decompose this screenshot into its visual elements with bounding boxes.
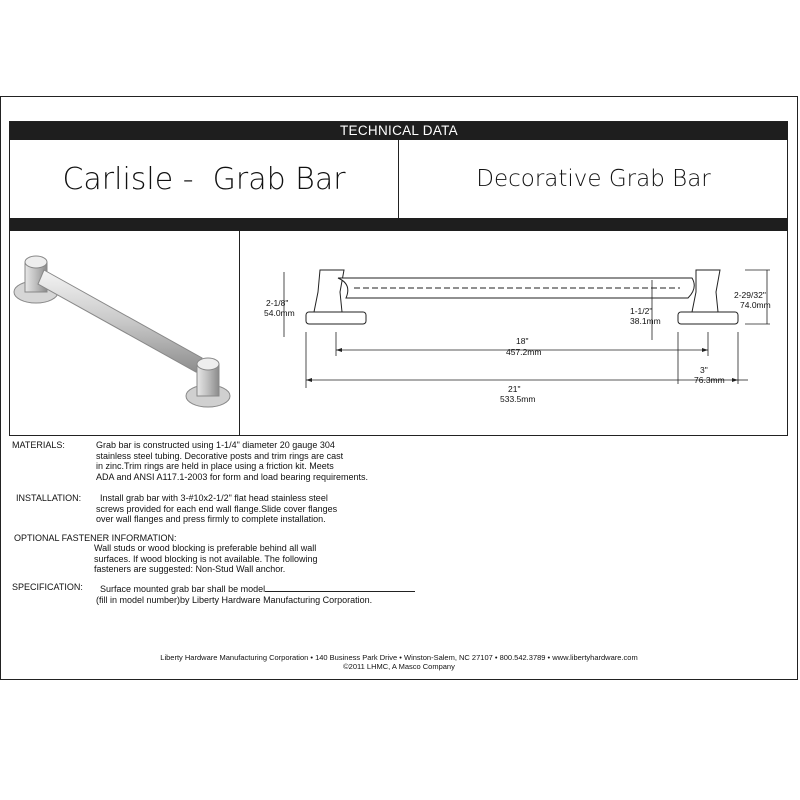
technical-data-banner: TECHNICAL DATA — [10, 122, 788, 140]
installation-label: INSTALLATION: — [16, 493, 82, 503]
installation-line: Install grab bar with 3-#10x2-1/2" flat head stainless steel — [100, 493, 328, 503]
overall-length-mm-label: 533.5mm — [500, 394, 536, 404]
flange-height-mm-label: 54.0mm — [264, 308, 295, 318]
fastener-line: fasteners are suggested: Non-Stud Wall anchor. — [94, 564, 286, 574]
bar-diameter-mm-label: 38.1mm — [630, 316, 661, 326]
installation-text — [96, 493, 426, 525]
flange-width-mm-label: 76.3mm — [694, 375, 725, 385]
flange-width-label: 3" — [700, 365, 708, 375]
specification-label: SPECIFICATION: — [12, 582, 83, 592]
installation-line: screws provided for each end wall flange.Slide cover flanges — [96, 503, 338, 514]
center-length-mm-label: 457.2mm — [506, 347, 542, 357]
specification-text — [96, 582, 440, 605]
bar-diameter-label: 1-1/2" — [630, 306, 653, 316]
fastener-line: Wall studs or wood blocking is preferable behind all wall — [94, 543, 317, 553]
specification-line: (fill in model number)by Liberty Hardware Manufacturing Corporation. — [96, 594, 373, 605]
installation-line: over wall flanges and press firmly to complete installation. — [96, 514, 326, 524]
product-name: Carlisle - Grab Bar — [10, 140, 399, 218]
grab-bar-photo — [12, 240, 234, 420]
fastener-label: OPTIONAL FASTENER INFORMATION: — [14, 533, 177, 543]
flange-height-label: 2-1/8" — [266, 298, 289, 308]
model-number-blank — [265, 582, 415, 592]
post-height-label: 2-29/32" — [734, 290, 766, 300]
overall-length-label: 21" — [508, 384, 521, 394]
materials-label: MATERIALS: — [12, 440, 65, 450]
center-length-label: 18" — [516, 336, 529, 346]
section-divider-bar — [10, 218, 788, 231]
materials-text — [96, 440, 426, 482]
materials-line: in zinc.Trim rings are held in place using a friction kit. Meets — [96, 461, 334, 471]
dimension-drawing — [240, 232, 786, 432]
footer-address: Liberty Hardware Manufacturing Corporation • 140 Business Park Drive • Winston-Salem, NC 27107 • 800.542.3789 • www.libertyhardware.com — [160, 653, 638, 662]
specification-line: Surface mounted grab bar shall be model — [100, 584, 266, 594]
fastener-line: surfaces. If wood blocking is not available. The following — [94, 553, 318, 564]
footer-copyright: ©2011 LHMC, A Masco Company — [343, 662, 455, 671]
materials-line: Grab bar is constructed using 1-1/4" diameter 20 gauge 304 — [96, 440, 335, 450]
materials-line: ADA and ANSI A117.1-2003 for form and load bearing requirements. — [96, 471, 368, 482]
fastener-text — [94, 543, 424, 575]
post-height-mm-label: 74.0mm — [740, 300, 771, 310]
product-type: Decorative Grab Bar — [476, 166, 711, 192]
materials-line: stainless steel tubing. Decorative posts and trim rings are cast — [96, 450, 344, 461]
